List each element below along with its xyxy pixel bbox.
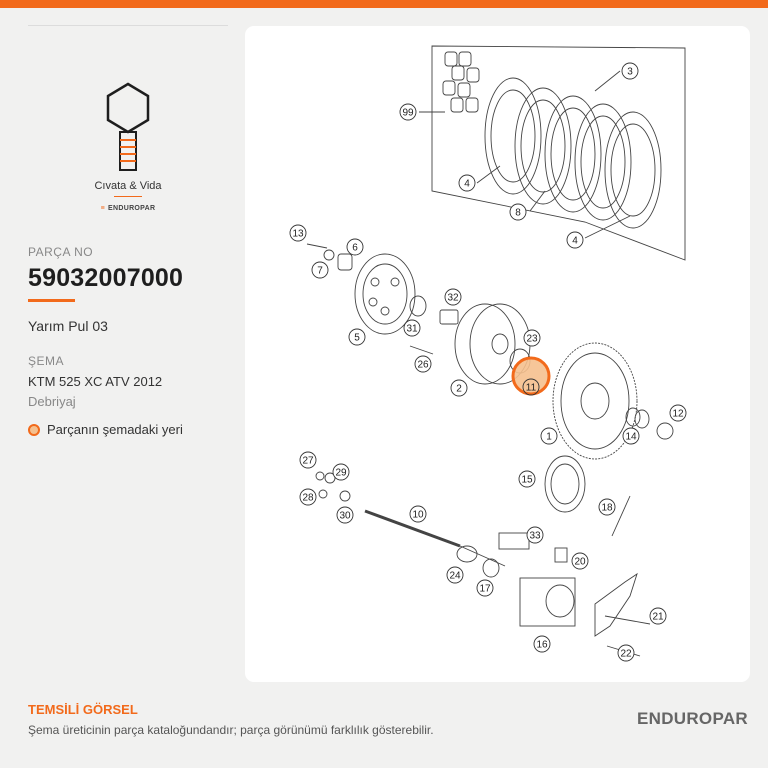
- diagram-panel: [245, 26, 750, 682]
- callout-label: 6: [352, 242, 358, 254]
- schema-group: Debriyaj: [28, 394, 76, 409]
- callout-label: 3: [627, 66, 633, 78]
- part-no-label: PARÇA NO: [28, 245, 94, 259]
- callout-label: 4: [464, 178, 470, 190]
- schema-model: KTM 525 XC ATV 2012: [28, 374, 163, 389]
- bolt-icon: [100, 82, 156, 172]
- callout-label: 16: [536, 639, 548, 651]
- callout-label: 26: [417, 359, 429, 371]
- disc-pack-frame: [432, 46, 685, 260]
- callout-label: 10: [412, 509, 424, 521]
- footer-title: TEMSİLİ GÖRSEL: [28, 702, 138, 717]
- pressure-plate: [355, 254, 415, 334]
- callout-label: 14: [625, 431, 637, 443]
- callout-label: 28: [302, 492, 314, 504]
- clutch-discs: [485, 78, 661, 228]
- category-label: Cıvata & Vida: [94, 180, 162, 192]
- callout-label: 11: [525, 382, 537, 394]
- schema-label: ŞEMA: [28, 354, 65, 368]
- primary-gear: [553, 343, 637, 459]
- clutch-exploded-diagram: [245, 26, 750, 682]
- clutch-lever: [595, 574, 637, 636]
- slave-cylinder-box: [520, 578, 575, 626]
- callout-label: 2: [456, 383, 462, 395]
- brand-mark-icon: ≡: [100, 205, 106, 212]
- callout-label: 5: [354, 332, 360, 344]
- callout-label: 1: [546, 431, 552, 443]
- callout-label: 33: [529, 530, 541, 542]
- part-number-underline: [28, 299, 75, 302]
- callout-label: 15: [521, 474, 533, 486]
- footer-brand: ENDUROPAR: [636, 709, 748, 728]
- callout-label: 23: [526, 333, 538, 345]
- highlight-dot-icon: [28, 424, 40, 436]
- divider: [28, 25, 228, 26]
- callout-label: 31: [406, 323, 418, 335]
- callout-label: 22: [620, 648, 632, 660]
- callout-label: 21: [652, 611, 664, 623]
- callout-label: 13: [292, 228, 304, 240]
- callout-label: 8: [515, 207, 521, 219]
- callout-label: 99: [402, 107, 414, 119]
- springs: [443, 52, 479, 112]
- callout-label: 32: [447, 292, 459, 304]
- top-accent-bar: [0, 0, 768, 8]
- category-brand-text: ENDUROPAR: [108, 205, 156, 212]
- callout-label: 30: [339, 510, 351, 522]
- callout-label: 27: [302, 455, 314, 467]
- callout-label: 20: [574, 556, 586, 568]
- callout-label: 18: [601, 502, 613, 514]
- callout-label: 12: [672, 408, 684, 420]
- callout-label: 29: [335, 467, 347, 479]
- footer-note: Şema üreticinin parça kataloğundandır; parça görünümü farklılık gösterebilir.: [28, 723, 434, 737]
- part-name: Yarım Pul 03: [28, 318, 108, 334]
- part-number: 59032007000: [28, 264, 184, 292]
- callout-label: 7: [317, 265, 323, 277]
- category-underline: [114, 196, 142, 197]
- callout-label: 24: [449, 570, 461, 582]
- highlight-legend: [28, 422, 183, 437]
- category-card: [28, 70, 228, 220]
- callout-label: 17: [479, 583, 491, 595]
- callout-label: 4: [572, 235, 578, 247]
- category-brand: [28, 205, 228, 212]
- legend-text: Parçanın şemadaki yeri: [47, 422, 183, 437]
